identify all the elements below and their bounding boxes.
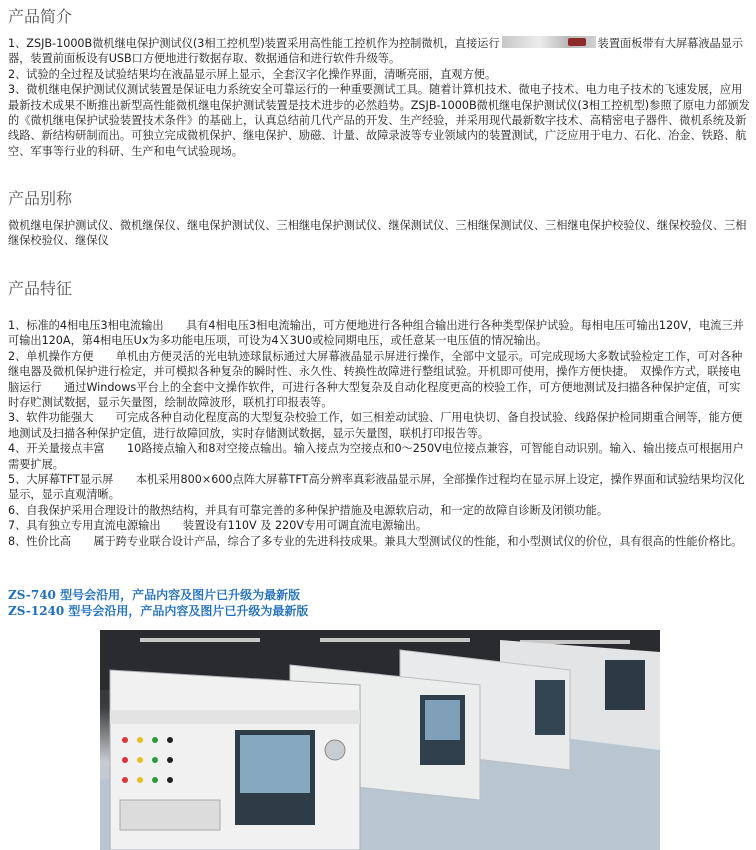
intro-block (8, 36, 750, 159)
product-photo (100, 630, 660, 850)
features-list (8, 318, 750, 549)
intro-paragraph-3: 3、微机继电保护测试仪测试装置是保证电力系统安全可靠运行的一种重要测试工具。随着计算机技术、微电子技术、电力电子技术的飞速发展，应用最新技术成果不断推出新型高性能微机继电保护测试装置是技术进步的必然趋势。ZSJB-1000B微机继电保护测试仪(3相工控机型)参照了原电力部颁发的《微机继电保护试验装置技术条件》的基础上，认真总结前几代产品的开发、生产经验，并采用现代最新数字技术、高精密电子器件、微机系统及新线路、新结构研制而出。可独立完成微机保护、继电保护、励磁、计量、故障录波等专业领域内的装置测试，广泛应用于电力、石化、冶金、铁路、航空、军事等行业的科研、生产和电气试验现场。 (8, 83, 750, 158)
intro-paragraph-1a: 1、ZSJB-1000B微机继电保护测试仪(3相工控机型)装置采用高性能工控机作为控制微机，直接运行 (8, 37, 500, 50)
feature-item: 2、单机操作方便 单机由方便灵活的光电轨迹球鼠标通过大屏幕液晶显示屏进行操作，全部中文显示。可完成现场大多数试验检定工作，可对各种继电器及微机保护进行检定，并可模拟各种复杂的瞬时性、永久性、转换性故障进行整组试验。开机即可使用，操作方便快捷。 双操作方式，联接电脑运行 通过Windows平台上的全套中文操作软件，可进行各种大型复杂及自动化程度更高的校验工作，可方便地测试及扫描各种保护定值，可实时存贮测试数据，显示矢量图，绘制故障波形，联机打印报表等。 (8, 349, 743, 410)
feature-item: 6、自我保护采用合理设计的散热结构，并具有可靠完善的多种保护措施及电源软启动，和一定的故障自诊断及闭锁功能。 (8, 503, 609, 517)
section-title-features: 产品特征 (8, 279, 73, 298)
section-title-alias: 产品别称 (8, 189, 73, 208)
model-note-740: ZS-740 型号会沿用，产品内容及图片已升级为最新版 (8, 588, 301, 602)
feature-item: 7、具有独立专用直流电源输出 装置设有110V 及 220V专用可调直流电源输出。 (8, 519, 428, 533)
feature-item: 8、性价比高 属于跨专业联合设计产品，综合了多专业的先进科技成果。兼具大型测试仪的性能，和小型测试仪的价位，具有很高的性能价格比。 (8, 534, 743, 548)
feature-item: 1、标准的4相电压3相电流输出 具有4相电压3相电流输出，可方便地进行各种组合输出进行各种类型保护试验。每相电压可输出120V，电流三并可输出120A，第4相电压Ux为多功能电压项，可设为4Ｘ3U0或检同期电压，或任意某一电压值的情况输出。 (8, 319, 744, 348)
model-note-1240: ZS-1240 型号会沿用，产品内容及图片已升级为最新版 (8, 604, 309, 618)
feature-item: 5、大屏幕TFT显示屏 本机采用800×600点阵大屏幕TFT高分辨率真彩液晶显示屏，全部操作过程均在显示屏上设定，操作界面和试验结果均汉化显示，显示直观清晰。 (8, 473, 745, 502)
feature-item: 3、软件功能强大 可完成各种自动化程度高的大型复杂校验工作，如三相差动试验、厂用电快切、备自投试验、线路保护检同期重合闸等，能方便地测试及扫描各种保护定值，进行故障回放，实时存储测试数据，显示矢量图，联机打印报告等。 (8, 411, 743, 440)
intro-paragraph-1b: 装置面板带有大屏幕液晶显示器，装置前面板设有USB口方便地进行数据存取、数据通信和进行软件升级等。 (8, 37, 744, 66)
product-photo-drawing (100, 630, 660, 850)
feature-item: 4、开关量接点丰富 10路接点输入和8对空接点输出。输入接点为空接点和0～250V电位接点兼容，可智能自动识别。输入、输出接点可根据用户需要扩展。 (8, 442, 744, 471)
alias-text: 微机继电保护测试仪、微机继保仪、继电保护测试仪、三相继电保护测试仪、继保测试仪、三相继保测试仪、三相继电保护校验仪、继保校验仪、三相继保校验仪、继保仪 (8, 219, 747, 248)
intro-paragraph-2: 2、试验的全过程及试验结果均在液晶显示屏上显示，全套汉字化操作界面，清晰亮丽，直观方便。 (8, 67, 497, 81)
product-inline-image (502, 36, 596, 48)
section-title-intro: 产品简介 (8, 7, 73, 26)
